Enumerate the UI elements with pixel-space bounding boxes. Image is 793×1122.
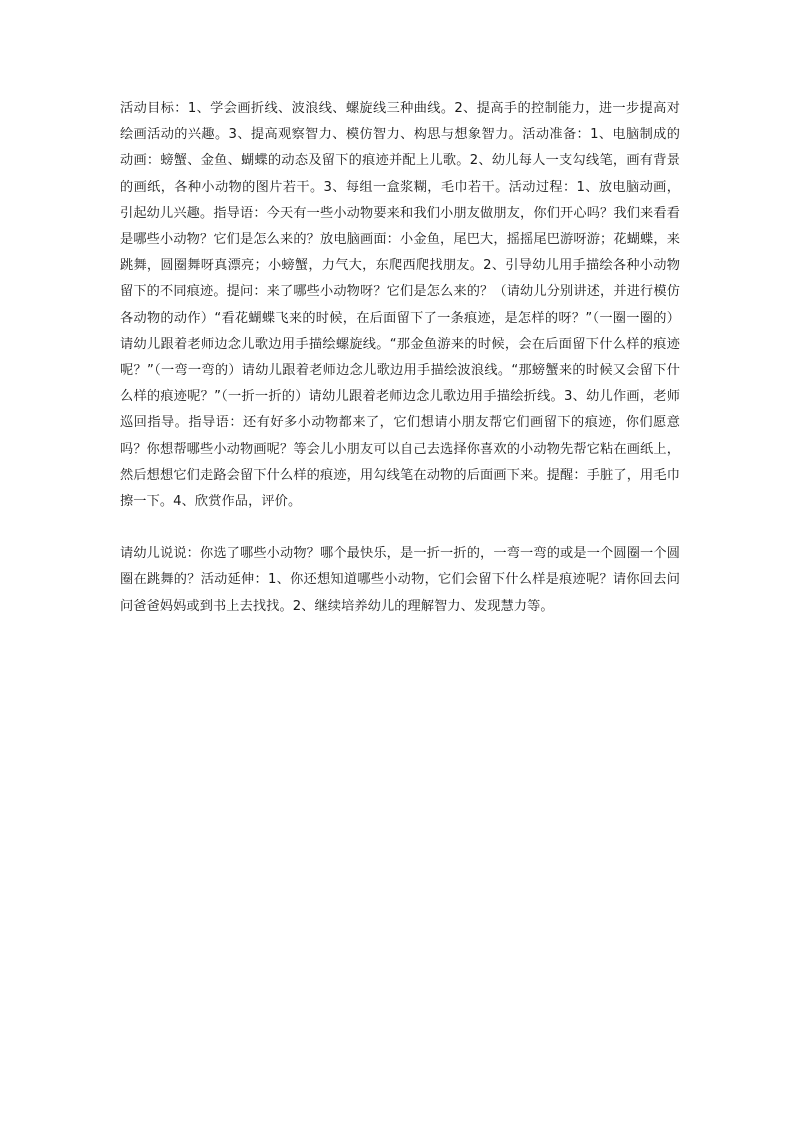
paragraph-activity-plan: 活动目标：1、学会画折线、波浪线、螺旋线三种曲线。2、提高手的控制能力，进一步提高对绘画活动的兴趣。3、提高观察智力、模仿智力、构思与想象智力。活动准备：1、电脑制成的动画：螃蟹、金鱼、蝴蝶的动态及留下的痕迹并配上儿歌。2、幼儿每人一支勾线笔，画有背景的画纸，各种小动物的图片若干。3、每组一盒浆糊，毛巾若干。活动过程：1、放电脑动画，引起幼儿兴趣。指导语：今天有一些小动物要来和我们小朋友做朋友，你们开心吗？我们来看看是哪些小动物？它们是怎么来的？放电脑画面：小金鱼，尾巴大，摇摇尾巴游呀游；花蝴蝶，来跳舞，圆圈舞呀真漂亮；小螃蟹，力气大，东爬西爬找朋友。2、引导幼儿用手描绘各种小动物留下的不同痕迹。提问：来了哪些小动物呀？它们是怎么来的？（请幼儿分别讲述，并进行模仿各动物的动作）“看花蝴蝶飞来的时候，在后面留下了一条痕迹，是怎样的呀？”（一圈一圈的）请幼儿跟着老师边念儿歌边用手描绘螺旋线。“那金鱼游来的时候，会在后面留下什么样的痕迹呢？”（一弯一弯的）请幼儿跟着老师边念儿歌边用手描绘波浪线。“那螃蟹来的时候又会留下什么样的痕迹呢？”（一折一折的）请幼儿跟着老师边念儿歌边用手描绘折线。3、幼儿作画，老师巡回指导。指导语：还有好多小动物都来了，它们想请小朋友帮它们画留下的痕迹，你们愿意吗？你想帮哪些小动物画呢？等会儿小朋友可以自己去选择你喜欢的小动物先帮它粘在画纸上，然后想想它们走路会留下什么样的痕迹，用勾线笔在动物的后面画下来。提醒：手脏了，用毛巾擦一下。4、欣赏作品，评价。 xyxy=(120,101,680,510)
document-body xyxy=(120,96,680,620)
paragraph-discussion-extension: 请幼儿说说：你选了哪些小动物？哪个最快乐，是一折一折的，一弯一弯的或是一个圆圈一个圆圈在跳舞的？活动延伸：1、你还想知道哪些小动物，它们会留下什么样是痕迹呢？请你回去问问爸爸妈妈或到书上去找找。2、继续培养幼儿的理解智力、发现慧力等。 xyxy=(120,546,680,614)
